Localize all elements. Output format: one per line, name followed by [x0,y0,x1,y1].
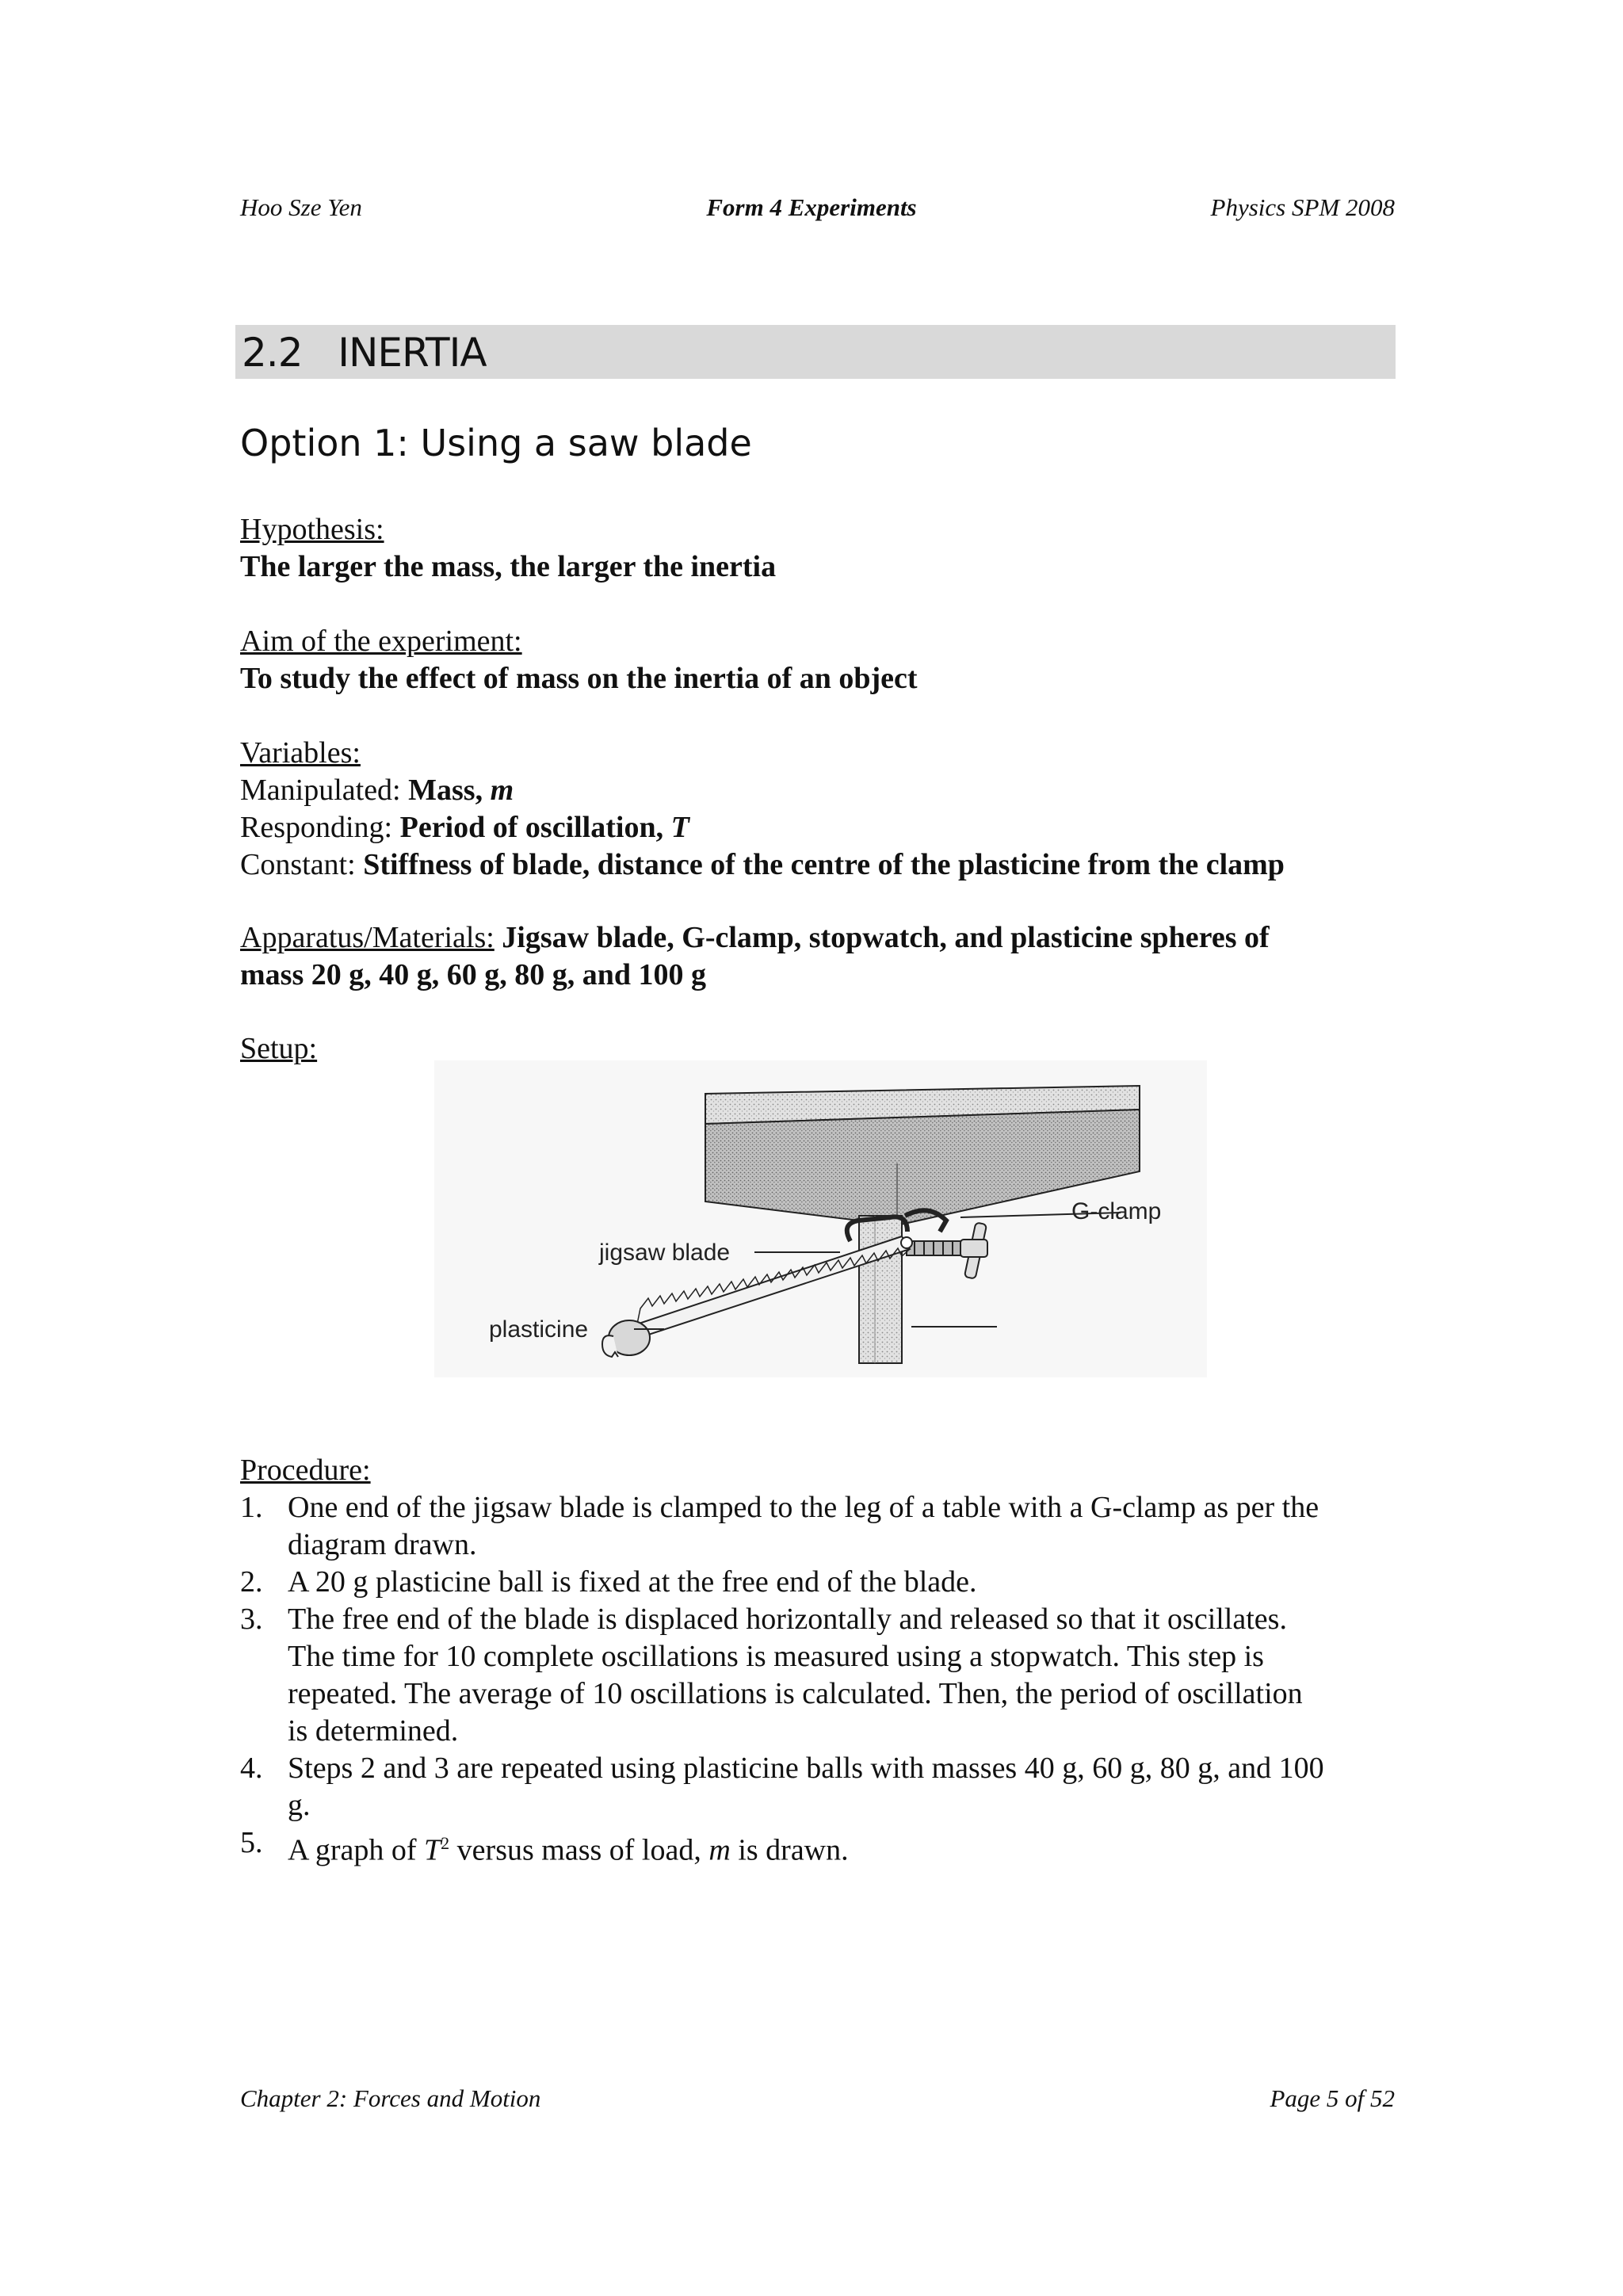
section-heading-bar [235,325,1396,379]
step-number: 1. [240,1491,263,1524]
step-line: The free end of the blade is displaced horizontally and released so that it oscillates. [288,1603,1287,1636]
manipulated-value: Mass, [408,774,491,807]
variables-label: Variables: [240,736,361,770]
responding-value: Period of oscillation, [399,811,671,844]
setup-diagram [434,1060,1207,1377]
header-title: Form 4 Experiments [706,193,917,221]
step-line: is determined. [288,1714,459,1748]
symbol-T: T [424,1833,441,1867]
aim-block [240,623,918,697]
step5-text-middle: versus mass of load, [449,1833,709,1867]
variables-block [240,735,1285,884]
footer-page-number: Page 5 of 52 [1270,2084,1395,2112]
step5-text-after: is drawn. [730,1833,849,1867]
step-line: g. [288,1789,311,1822]
footer-chapter: Chapter 2: Forces and Motion [240,2084,541,2112]
step-number: 2. [240,1565,263,1599]
step-line: repeated. The average of 10 oscillations is calculated. Then, the period of oscillation [288,1677,1303,1710]
procedure-steps [240,1489,1405,1870]
responding-label: Responding: [240,811,400,844]
constant-value: Stiffness of blade, distance of the centre of the plasticine from the clamp [363,848,1285,881]
aim-label: Aim of the experiment: [240,625,522,658]
manipulated-label: Manipulated: [240,774,409,807]
header-author: Hoo Sze Yen [240,193,362,221]
procedure-step [240,1824,1405,1870]
apparatus-text-2: mass 20 g, 40 g, 60 g, 80 g, and 100 g [240,958,706,991]
step-number: 5. [240,1826,263,1859]
section-title: 2.2 INERTIA [242,330,487,376]
manipulated-symbol: m [490,774,514,807]
jigsaw-blade-label: jigsaw blade [599,1240,731,1266]
step-number: 3. [240,1603,263,1636]
symbol-m: m [708,1833,731,1867]
step-line: A 20 g plasticine ball is fixed at the free end of the blade. [288,1565,977,1599]
procedure-step [240,1564,1405,1601]
procedure-step [240,1601,1405,1750]
variable-manipulated [240,772,1285,809]
step-line: The time for 10 complete oscillations is measured using a stopwatch. This step is [288,1640,1264,1673]
apparatus-text-1: Jigsaw blade, G-clamp, stopwatch, and plasticine spheres of [494,921,1270,954]
aim-text: To study the effect of mass on the inertia of an object [240,662,918,695]
hypothesis-text: The larger the mass, the larger the inertia [240,550,777,583]
step-line: Steps 2 and 3 are repeated using plasticine balls with masses 40 g, 60 g, 80 g, and 100 [288,1752,1324,1785]
apparatus-block [240,919,1270,994]
step-number: 4. [240,1752,263,1785]
superscript-2: 2 [441,1833,450,1853]
step-line [288,1824,1405,1870]
g-clamp-label: G-clamp [1071,1198,1162,1224]
constant-label: Constant: [240,848,364,881]
hypothesis-block [240,511,776,586]
step5-text-before: A graph of [288,1833,425,1867]
header-course: Physics SPM 2008 [1210,193,1395,221]
responding-symbol: T [670,811,689,844]
step-line: One end of the jigsaw blade is clamped to the leg of a table with a G-clamp as per the [288,1491,1319,1524]
hypothesis-label: Hypothesis: [240,513,384,546]
procedure-block [240,1452,1405,1870]
option-title: Option 1: Using a saw blade [240,422,752,464]
variable-constant [240,846,1285,884]
procedure-label: Procedure: [240,1454,371,1487]
variable-responding [240,809,1285,846]
procedure-step [240,1750,1405,1824]
plasticine-label: plasticine [489,1316,589,1343]
apparatus-label: Apparatus/Materials: [240,921,495,954]
procedure-step [240,1489,1405,1564]
setup-label: Setup: [240,1032,318,1065]
setup-block [240,1030,317,1068]
step-line: diagram drawn. [288,1528,477,1561]
